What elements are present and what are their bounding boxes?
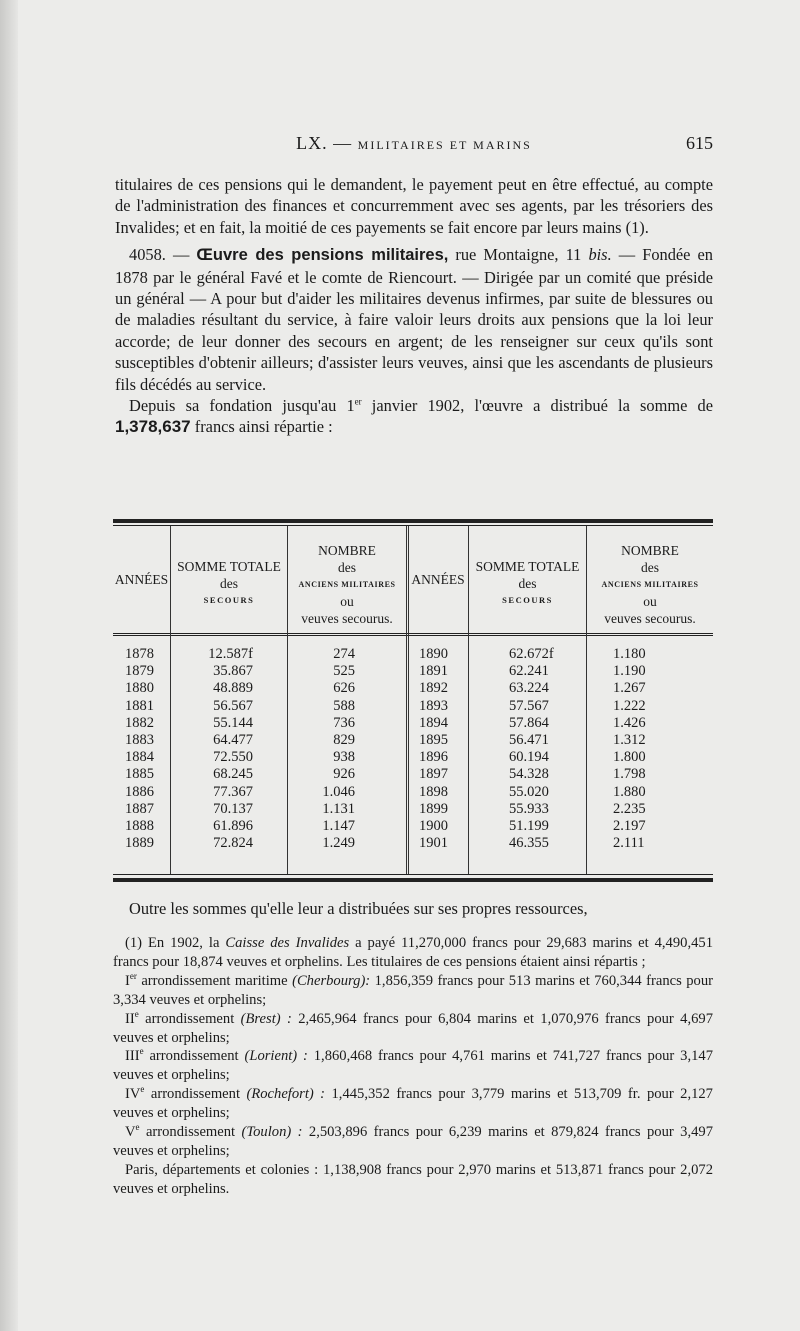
header-nombre-right bbox=[587, 542, 713, 627]
head-dash: — bbox=[333, 133, 353, 153]
table-cell: 1.800 bbox=[613, 749, 646, 766]
header-nombre-line: NOMBRE bbox=[621, 543, 679, 558]
table-cell: 1889 bbox=[125, 835, 154, 852]
table-cell: 274 bbox=[333, 646, 355, 662]
table-bottom-rule bbox=[113, 878, 713, 882]
distribution-table bbox=[113, 519, 713, 884]
table-cell: 72.824 bbox=[213, 835, 253, 852]
table-cell: 736 bbox=[333, 714, 355, 731]
header-nombre-line: ou bbox=[643, 594, 657, 609]
entry-number: 4058. — bbox=[129, 245, 190, 265]
column-sums-right bbox=[509, 646, 575, 852]
table-cell: 1.222 bbox=[613, 697, 646, 714]
header-nombre-line: veuves secourus. bbox=[604, 611, 696, 626]
table-cell: 1.131 bbox=[322, 800, 355, 817]
table-cell: 1.249 bbox=[322, 835, 355, 852]
table-cell: 1898 bbox=[419, 783, 448, 800]
column-sums-left bbox=[173, 646, 253, 852]
table-cell: 57.567 bbox=[509, 697, 549, 714]
header-somme-line: des bbox=[518, 576, 537, 591]
table-cell: 1892 bbox=[419, 680, 448, 697]
ordinal-sup: e bbox=[135, 1122, 140, 1133]
table-cell: 1901 bbox=[419, 835, 448, 852]
header-somme-line: SECOURS bbox=[203, 595, 255, 605]
table-cell: 1887 bbox=[125, 800, 154, 817]
header-somme-left bbox=[171, 558, 287, 609]
arrondissement-place: (Rochefort) : bbox=[246, 1086, 326, 1103]
table-cell: 1884 bbox=[125, 749, 154, 766]
table-cell: 1.267 bbox=[613, 680, 646, 697]
ordinal-sup: er bbox=[129, 970, 137, 981]
column-years-left bbox=[125, 646, 170, 852]
footnote-items bbox=[113, 972, 713, 1161]
page-gutter-shadow bbox=[0, 0, 18, 1331]
table-cell: 1.147 bbox=[322, 818, 355, 835]
after-table-text bbox=[115, 898, 713, 919]
ordinal-sup: er bbox=[354, 396, 362, 407]
table-cell: 1895 bbox=[419, 732, 448, 749]
table-cell: 62.241 bbox=[509, 663, 549, 680]
distribution-text-a: Depuis sa fondation jusqu'au 1 bbox=[129, 396, 355, 416]
page-number: 615 bbox=[686, 133, 713, 153]
entry-bis: bis. bbox=[588, 245, 612, 265]
arrondissement-label: arrondissement bbox=[144, 1086, 247, 1103]
footnote-text: a payé 11,270,000 francs pour 29,683 marins et 4,490,451 francs pour 18,874 veuves et orphelins. Les titulaires de ces pensions étaient ainsi répartis ; bbox=[113, 935, 713, 970]
table-cell: 2.235 bbox=[613, 800, 646, 817]
table-cell: 70.137 bbox=[213, 800, 253, 817]
table-cell: 1.312 bbox=[613, 732, 646, 749]
table-cell: 2.197 bbox=[613, 818, 646, 835]
arrondissement-place: (Toulon) : bbox=[241, 1124, 303, 1141]
footnote-italic: Caisse des Invalides bbox=[225, 935, 350, 951]
arrondissement-label: arrondissement bbox=[143, 1048, 245, 1065]
header-nombre-left bbox=[288, 542, 406, 627]
arrondissement-label: arrondissement bbox=[139, 1124, 242, 1141]
distribution-text-b: janvier 1902, l'œuvre a distribué la somme de bbox=[361, 396, 713, 416]
header-nombre-line: des bbox=[338, 560, 356, 575]
table-cell: 1.798 bbox=[613, 766, 646, 783]
table-cell: 588 bbox=[333, 697, 355, 714]
table-cell: 61.896 bbox=[213, 818, 253, 835]
table-cell: 60.194 bbox=[509, 749, 549, 766]
header-annees-left: ANNÉES bbox=[114, 572, 169, 587]
arrondissement-text: 2,465,964 francs pour 6,804 marins et 1,070,976 francs pour 4,697 veuves et orphelins; bbox=[113, 1010, 713, 1046]
footnote-arrondissement bbox=[113, 1047, 713, 1085]
footnote-arrondissement bbox=[113, 972, 713, 1010]
table-cell: 12.587f bbox=[208, 646, 253, 662]
header-annees-right: ANNÉES bbox=[411, 572, 465, 587]
footnote-text: (1) En 1902, la bbox=[125, 935, 220, 951]
table-cell: 63.224 bbox=[509, 680, 549, 697]
ordinal-sup: e bbox=[139, 1046, 144, 1057]
table-cell: 51.199 bbox=[509, 818, 549, 835]
table-cell: 35.867 bbox=[213, 663, 253, 680]
entry-title: Œuvre des pensions militaires, bbox=[196, 246, 449, 265]
table-cell: 1896 bbox=[419, 749, 448, 766]
table-cell: 77.367 bbox=[213, 783, 253, 800]
distribution-text-c: francs ainsi répartie : bbox=[194, 417, 333, 437]
table-cell: 1.426 bbox=[613, 714, 646, 731]
table-cell: 62.672f bbox=[509, 646, 554, 662]
table-cell: 57.864 bbox=[509, 714, 549, 731]
table-cell: 1.180 bbox=[613, 646, 646, 662]
header-nombre-line: ANCIENS MILITAIRES bbox=[298, 580, 396, 589]
table-cell: 1886 bbox=[125, 783, 154, 800]
table-cell: 68.245 bbox=[213, 766, 253, 783]
arrondissement-ordinal: V bbox=[125, 1124, 136, 1141]
arrondissement-ordinal: I bbox=[125, 972, 130, 989]
table-cell: 829 bbox=[333, 732, 355, 749]
table-cell: 1881 bbox=[125, 697, 154, 714]
entry-4058 bbox=[115, 244, 713, 395]
arrondissement-ordinal: III bbox=[125, 1048, 140, 1065]
table-cell: 1878 bbox=[125, 646, 154, 662]
arrondissement-place: (Lorient) : bbox=[244, 1048, 308, 1065]
table-cell: 1894 bbox=[419, 714, 448, 731]
table-cell: 1900 bbox=[419, 818, 448, 835]
arrondissement-label: arrondissement bbox=[138, 1010, 241, 1027]
table-column-divider bbox=[406, 526, 407, 874]
table-top-rule bbox=[113, 519, 713, 523]
table-cell: 1899 bbox=[419, 800, 448, 817]
arrondissement-place: (Cherbourg): bbox=[292, 972, 371, 989]
footnote-last: Paris, départements et colonies : 1,138,908 francs pour 2,970 marins et 513,871 francs pour 2,072 veuves et orphelins. bbox=[113, 1161, 713, 1197]
footnote-arrondissement bbox=[113, 1085, 713, 1123]
table-cell: 938 bbox=[333, 749, 355, 766]
table-cell: 48.889 bbox=[213, 680, 253, 697]
table-cell: 46.355 bbox=[509, 835, 549, 852]
table-cell: 1891 bbox=[419, 663, 448, 680]
running-head bbox=[115, 133, 713, 159]
entry-address: rue Montaigne, 11 bbox=[455, 245, 582, 265]
header-nombre-line: ANCIENS MILITAIRES bbox=[601, 580, 699, 589]
arrondissement-label: arrondissement maritime bbox=[136, 972, 293, 989]
header-nombre-line: ou bbox=[340, 594, 354, 609]
table-cell: 1.880 bbox=[613, 783, 646, 800]
table-cell: 1883 bbox=[125, 732, 154, 749]
ordinal-sup: e bbox=[134, 1008, 139, 1019]
table-cell: 1885 bbox=[125, 766, 154, 783]
arrondissement-text: 1,445,352 francs pour 3,779 marins et 513,709 fr. pour 2,127 veuves et orphelins; bbox=[113, 1086, 713, 1122]
table-top-rule-thin bbox=[113, 525, 713, 526]
table-cell: 1888 bbox=[125, 818, 154, 835]
header-nombre-line: des bbox=[641, 560, 659, 575]
table-cell: 56.567 bbox=[213, 697, 253, 714]
table-cell: 1890 bbox=[419, 646, 448, 662]
chapter-title: MILITAIRES ET MARINS bbox=[357, 138, 532, 152]
table-header-rule-2 bbox=[113, 635, 713, 636]
running-head-title bbox=[115, 133, 713, 154]
header-somme-right bbox=[469, 558, 586, 609]
distribution-paragraph bbox=[115, 395, 713, 438]
total-sum: 1,378,637 bbox=[115, 417, 191, 437]
table-header-rule bbox=[113, 633, 713, 634]
table-cell: 1.190 bbox=[613, 663, 646, 680]
table-bottom-rule-thin bbox=[113, 874, 713, 875]
table-cell: 1.046 bbox=[322, 783, 355, 800]
footnote-arrondissement bbox=[113, 1123, 713, 1161]
main-text bbox=[115, 174, 713, 438]
table-cell: 1897 bbox=[419, 766, 448, 783]
table-cell: 56.471 bbox=[509, 732, 549, 749]
ordinal-sup: e bbox=[140, 1084, 145, 1095]
table-cell: 1879 bbox=[125, 663, 154, 680]
footnote-arrondissement bbox=[113, 1010, 713, 1048]
column-years-right bbox=[419, 646, 464, 852]
table-cell: 626 bbox=[333, 680, 355, 697]
arrondissement-ordinal: IV bbox=[125, 1086, 141, 1103]
table-cell: 54.328 bbox=[509, 766, 549, 783]
column-counts-left bbox=[291, 646, 355, 852]
header-somme-line: SOMME TOTALE bbox=[177, 559, 281, 574]
table-cell: 72.550 bbox=[213, 749, 253, 766]
arrondissement-text: 1,856,359 francs pour 513 marins et 760,344 francs pour 3,334 veuves et orphelins; bbox=[113, 972, 713, 1008]
header-nombre-line: veuves secourus. bbox=[301, 611, 393, 626]
table-cell: 1882 bbox=[125, 714, 154, 731]
arrondissement-place: (Brest) : bbox=[240, 1010, 292, 1027]
paragraph-continuation: titulaires de ces pensions qui le demandent, le payement peut en être effectué, au compte de l'administration des finances et concurremment avec ses agents, par les trésoriers des Invalides; et en fait, la moitié de ces payements se fait encore par leurs mains (1). bbox=[115, 175, 713, 237]
entry-text: — Fondée en 1878 par le général Favé et le comte de Riencourt. — Dirigée par un comité que préside un général — A pour but d'aider les militaires devenus infirmes, par suite de blessures ou de maladies résultant du service, à faire valoir leurs droits aux pensions que la loi leur accorde; de leur donner des secours en argent; de les renseigner sur ceux qu'ils sont susceptibles d'obtenir ailleurs; d'assister leurs veuves, ainsi que les ascendants de plusieurs fils décédés au service. bbox=[115, 245, 713, 394]
arrondissement-text: 1,860,468 francs pour 4,761 marins et 741,727 francs pour 3,147 veuves et orphelins; bbox=[113, 1048, 713, 1084]
footnote bbox=[113, 934, 713, 1199]
table-cell: 2.111 bbox=[613, 835, 645, 852]
header-somme-line: des bbox=[220, 576, 238, 591]
after-table-sentence: Outre les sommes qu'elle leur a distribuées sur ses propres ressources, bbox=[129, 899, 588, 918]
footnote-intro bbox=[113, 934, 713, 972]
table-cell: 55.020 bbox=[509, 783, 549, 800]
header-somme-line: SOMME TOTALE bbox=[475, 559, 580, 574]
header-nombre-line: NOMBRE bbox=[318, 543, 376, 558]
header-somme-line: SECOURS bbox=[502, 595, 553, 605]
arrondissement-ordinal: II bbox=[125, 1010, 135, 1027]
column-counts-right bbox=[613, 646, 673, 852]
table-cell: 64.477 bbox=[213, 732, 253, 749]
table-cell: 525 bbox=[333, 663, 355, 680]
table-cell: 55.933 bbox=[509, 800, 549, 817]
table-cell: 55.144 bbox=[213, 714, 253, 731]
table-cell: 1880 bbox=[125, 680, 154, 697]
arrondissement-text: 2,503,896 francs pour 6,239 marins et 879,824 francs pour 3,497 veuves et orphelins; bbox=[113, 1124, 713, 1159]
chapter-number: LX. bbox=[296, 133, 328, 153]
table-cell: 1893 bbox=[419, 697, 448, 714]
table-cell: 926 bbox=[333, 766, 355, 783]
